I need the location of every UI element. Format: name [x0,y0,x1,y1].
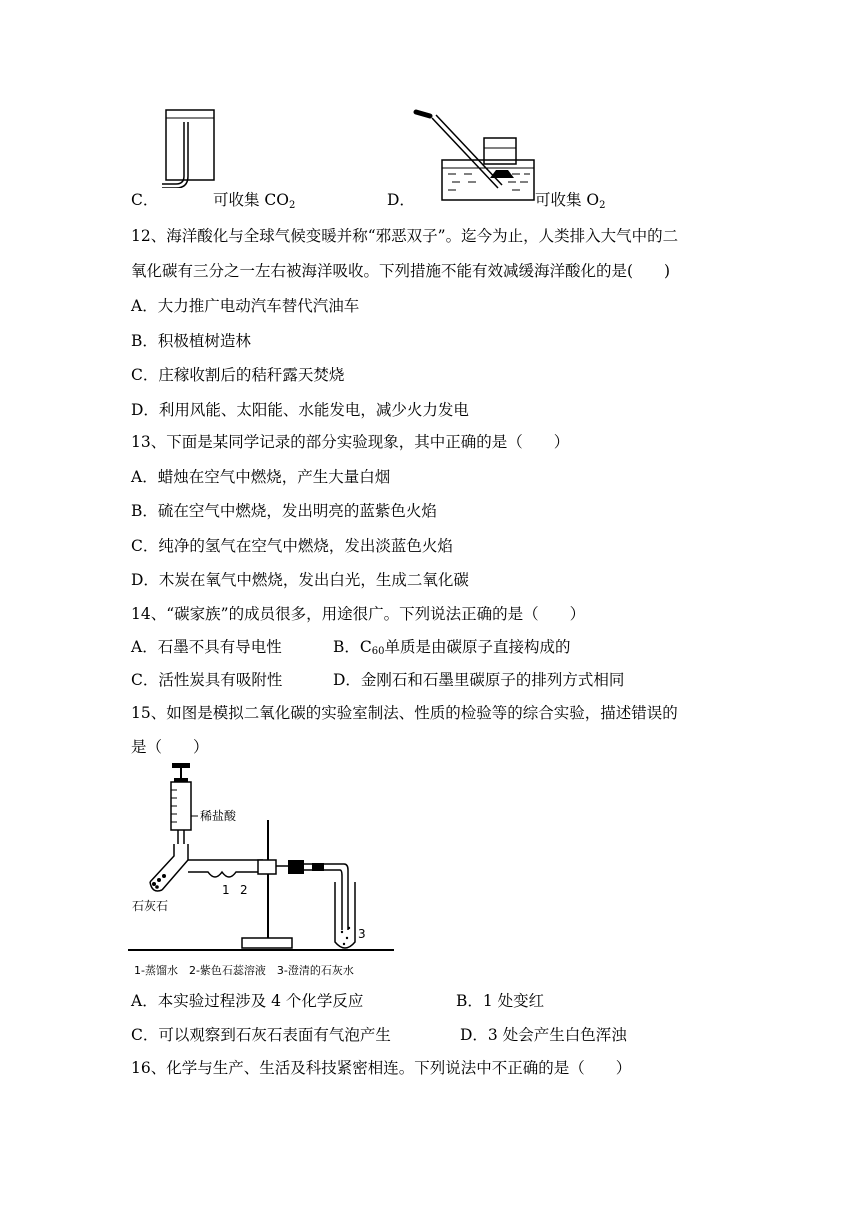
q11-option-d-subscript: 2 [599,200,606,211]
q13-option-d: D．木炭在氧气中燃烧，发出白光，生成二氧化碳 [131,571,469,589]
q11-option-c-letter: C． [131,191,159,209]
q13-option-b: B．硫在空气中燃烧，发出明亮的蓝紫色火焰 [131,502,437,520]
q12-stem-line-2: 氧化碳有三分之一左右被海洋吸收。下列措施不能有效减缓海洋酸化的是( ) [131,262,671,280]
q12-option-c: C．庄稼收割后的秸秆露天焚烧 [131,366,345,384]
q14-option-d: D．金刚石和石墨里碳原子的排列方式相同 [333,671,625,689]
q14-option-a: A．石墨不具有导电性 [131,638,282,656]
q13-option-c: C．纯净的氢气在空气中燃烧，发出淡蓝色火焰 [131,537,453,555]
q12-option-b: B．积极植树造林 [131,332,251,350]
water-trough-collection-figure [412,108,537,208]
q11-option-d-text: 可收集 O [535,191,600,209]
q11-option-c-subscript: 2 [289,200,296,211]
q14-option-c: C．活性炭具有吸附性 [131,671,283,689]
q15-stem-line-1: 15、如图是模拟二氧化碳的实验室制法、性质的检验等的综合实验，描述错误的 [131,704,678,722]
figure-legend: 1-蒸馏水 2-紫色石蕊溶液 3-澄清的石灰水 [134,964,354,977]
q14-option-b-text: 单质是由碳原子直接构成的 [384,638,571,656]
q15-option-c: C．可以观察到石灰石表面有气泡产生 [131,1026,391,1044]
q15-stem-line-2: 是（ ） [131,738,209,756]
q11-option-d-letter: D． [387,191,415,209]
gas-collection-bottle-figure [160,108,220,188]
q12-stem-line-1: 12、海洋酸化与全球气候变暖并称“邪恶双子”。迄今为止，人类排入大气中的二 [131,227,679,245]
q13-option-a: A．蜡烛在空气中燃烧，产生大量白烟 [131,468,391,486]
q12-option-d: D．利用风能、太阳能、水能发电，减少火力发电 [131,401,469,419]
label-dilute-hcl: 稀盐酸 [200,809,237,823]
q16-stem: 16、化学与生产、生活及科技紧密相连。下列说法中不正确的是（ ） [131,1059,632,1077]
q15-option-b: B．1 处变红 [456,992,545,1010]
label-3: 3 [358,927,366,941]
co2-apparatus-figure [128,760,398,982]
q15-option-d: D．3 处会产生白色浑浊 [460,1026,627,1044]
q12-option-a: A．大力推广电动汽车替代汽油车 [131,297,360,315]
q11-option-c-text: 可收集 CO [213,191,289,209]
q14-stem: 14、“碳家族”的成员很多，用途很广。下列说法正确的是（ ） [131,605,586,623]
label-limestone: 石灰石 [132,899,169,913]
label-2: 2 [240,883,248,897]
q15-option-a: A．本实验过程涉及 4 个化学反应 [131,992,364,1010]
q14-option-b-prefix: B．C [333,638,372,656]
label-1: 1 [222,883,230,897]
q14-option-b [333,637,571,662]
q14-option-b-subscript: 60 [371,646,385,657]
q13-stem: 13、下面是某同学记录的部分实验现象，其中正确的是（ ） [131,433,570,451]
